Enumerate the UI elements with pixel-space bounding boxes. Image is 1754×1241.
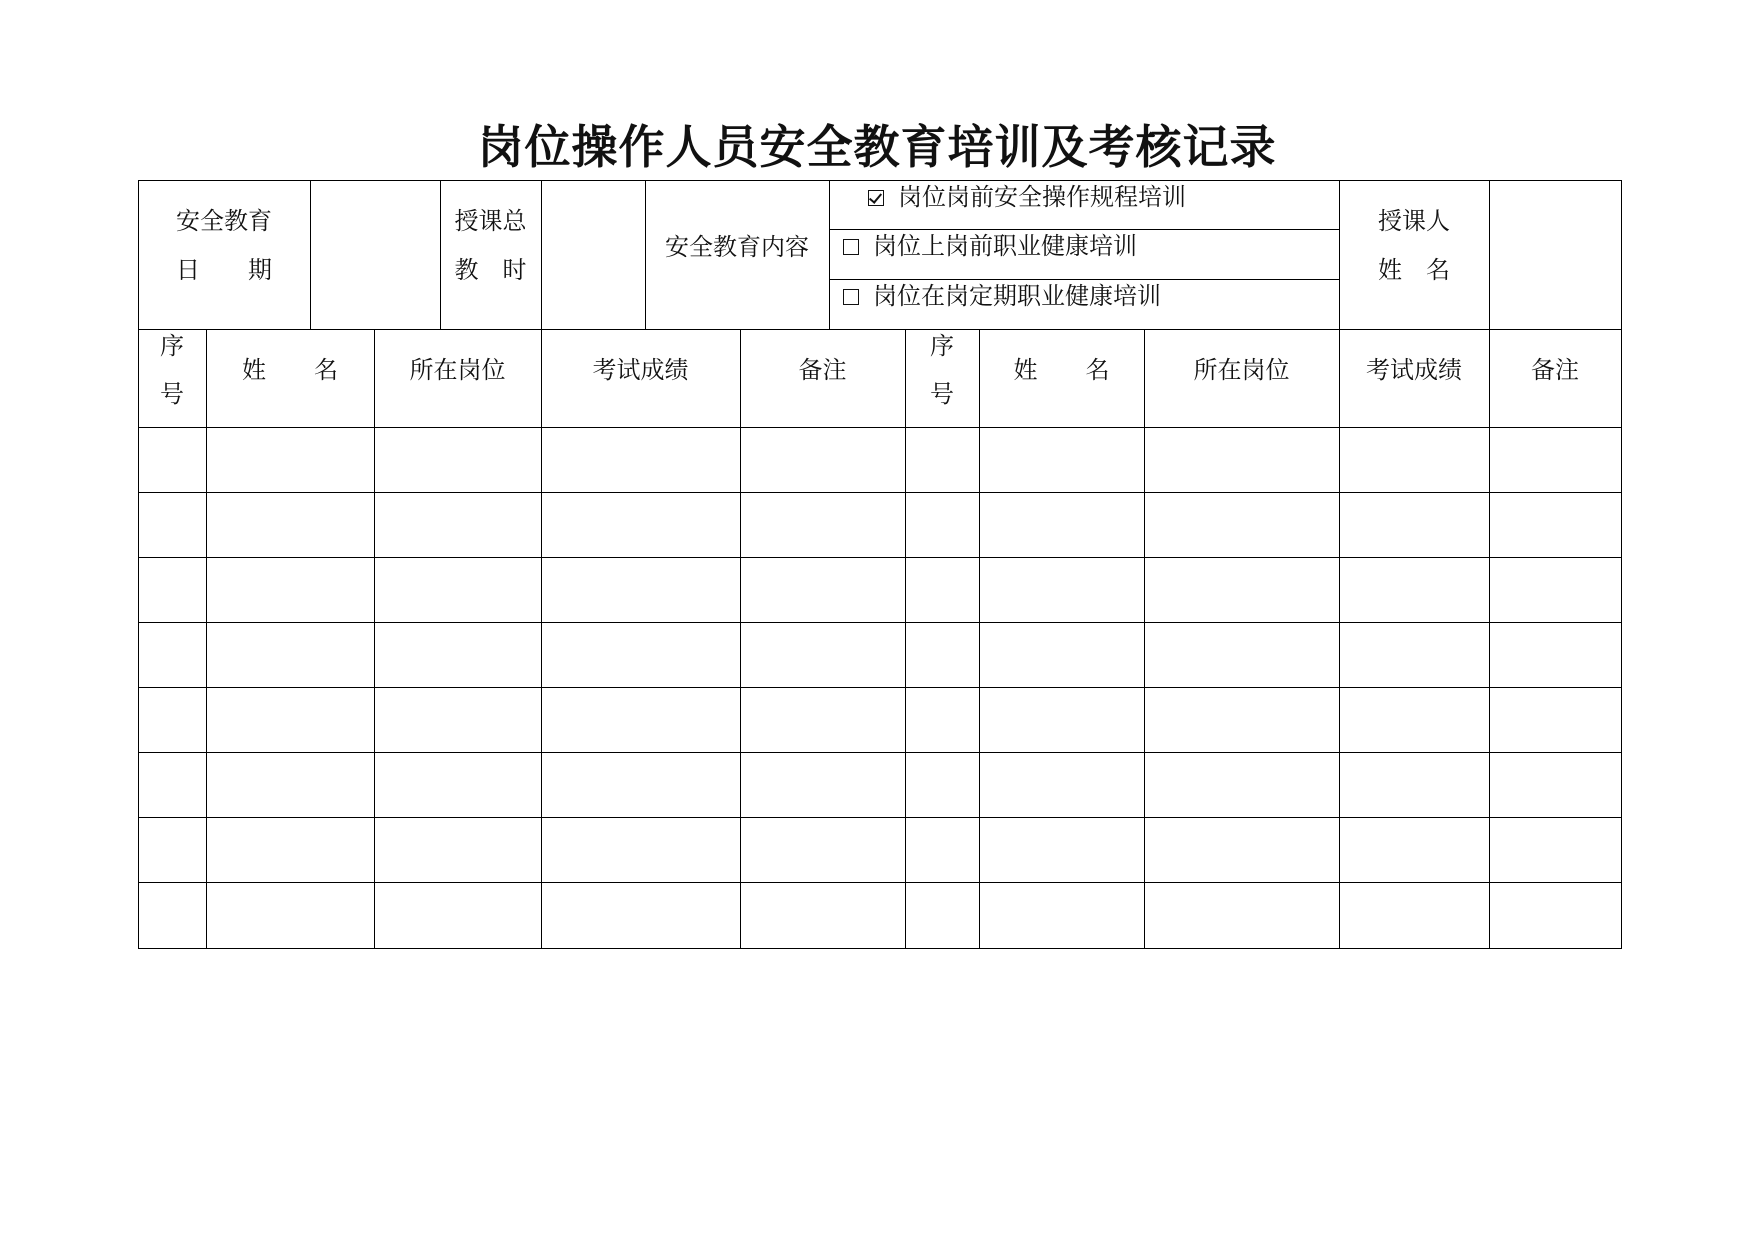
right-remark-cell[interactable]	[1490, 769, 1621, 799]
divider	[138, 557, 1622, 558]
total-hours-label	[440, 206, 541, 285]
total-hours-label-line2: 教 时	[454, 256, 527, 284]
col-name-right: 姓 名	[1013, 356, 1110, 384]
table-border-right	[1621, 180, 1622, 949]
edu-date-label-line1: 安全教育	[176, 207, 272, 235]
total-hours-value-cell[interactable]	[542, 181, 645, 329]
right-remark-cell[interactable]	[1490, 509, 1621, 539]
right-position-cell[interactable]	[1145, 704, 1339, 734]
divider	[138, 427, 1622, 428]
left-remark-cell[interactable]	[741, 574, 905, 604]
col-seq-line1: 序	[160, 332, 184, 360]
left-position-cell[interactable]	[375, 574, 541, 604]
right-position-cell[interactable]	[1145, 574, 1339, 604]
right-seq-cell[interactable]	[906, 899, 979, 929]
left-name-cell[interactable]	[207, 899, 374, 929]
right-score-cell[interactable]	[1340, 769, 1489, 799]
page-title: 岗位操作人员安全教育培训及考核记录	[477, 120, 1277, 174]
col-seq-line2: 号	[160, 380, 184, 408]
table-border-bottom	[138, 948, 1622, 949]
right-score-cell[interactable]	[1340, 834, 1489, 864]
left-score-cell[interactable]	[542, 574, 740, 604]
right-remark-cell[interactable]	[1490, 639, 1621, 669]
col-score-right: 考试成绩	[1366, 356, 1462, 384]
left-position-cell[interactable]	[375, 639, 541, 669]
left-remark-cell[interactable]	[741, 769, 905, 799]
left-remark-cell[interactable]	[741, 509, 905, 539]
right-name-cell[interactable]	[980, 704, 1144, 734]
left-position-cell[interactable]	[375, 899, 541, 929]
divider	[138, 687, 1622, 688]
col-position-left: 所在岗位	[409, 356, 506, 384]
right-score-cell[interactable]	[1340, 509, 1489, 539]
right-seq-cell[interactable]	[906, 769, 979, 799]
left-seq-cell[interactable]	[139, 769, 206, 799]
right-position-cell[interactable]	[1145, 834, 1339, 864]
checkbox[interactable]	[868, 190, 884, 206]
divider	[138, 622, 1622, 623]
left-seq-cell[interactable]	[139, 509, 206, 539]
right-seq-cell[interactable]	[906, 574, 979, 604]
divider	[829, 180, 830, 329]
right-score-cell[interactable]	[1340, 574, 1489, 604]
divider	[138, 817, 1622, 818]
left-name-cell[interactable]	[207, 704, 374, 734]
option-row-2[interactable]	[843, 231, 1137, 261]
right-score-cell[interactable]	[1340, 704, 1489, 734]
col-seq-line1: 序	[930, 332, 954, 360]
right-seq-cell[interactable]	[906, 834, 979, 864]
col-score-left: 考试成绩	[592, 356, 689, 384]
edu-date-label-line2: 日 期	[176, 256, 272, 284]
left-name-cell[interactable]	[207, 509, 374, 539]
teacher-label-line1: 授课人	[1378, 207, 1450, 235]
right-name-cell[interactable]	[980, 834, 1144, 864]
left-seq-cell[interactable]	[139, 899, 206, 929]
left-seq-cell[interactable]	[139, 834, 206, 864]
right-name-cell[interactable]	[980, 899, 1144, 929]
left-name-cell[interactable]	[207, 574, 374, 604]
left-remark-cell[interactable]	[741, 444, 905, 474]
option-row-1[interactable]	[868, 182, 1186, 212]
checkbox[interactable]	[843, 239, 859, 255]
right-remark-cell[interactable]	[1490, 899, 1621, 929]
left-position-cell[interactable]	[375, 769, 541, 799]
divider	[829, 279, 1339, 280]
content-label: 安全教育内容	[665, 233, 809, 261]
col-remark-left: 备注	[798, 356, 847, 384]
left-remark-cell[interactable]	[741, 899, 905, 929]
right-position-cell[interactable]	[1145, 899, 1339, 929]
left-score-cell[interactable]	[542, 704, 740, 734]
option-label: 岗位上岗前职业健康培训	[873, 232, 1137, 260]
col-name-left: 姓 名	[242, 356, 338, 384]
option-label: 岗位在岗定期职业健康培训	[873, 282, 1161, 310]
divider	[138, 882, 1622, 883]
col-seq-right	[905, 331, 979, 409]
edu-date-value-cell[interactable]	[311, 181, 440, 329]
left-seq-cell[interactable]	[139, 639, 206, 669]
left-score-cell[interactable]	[542, 444, 740, 474]
right-score-cell[interactable]	[1340, 899, 1489, 929]
col-position-right: 所在岗位	[1193, 356, 1290, 384]
left-remark-cell[interactable]	[741, 834, 905, 864]
right-position-cell[interactable]	[1145, 639, 1339, 669]
right-name-cell[interactable]	[980, 769, 1144, 799]
option-label: 岗位岗前安全操作规程培训	[898, 183, 1186, 211]
left-position-cell[interactable]	[375, 444, 541, 474]
divider	[138, 329, 1622, 330]
checkbox[interactable]	[843, 289, 859, 305]
right-seq-cell[interactable]	[906, 639, 979, 669]
option-row-3[interactable]	[843, 281, 1161, 311]
col-remark-right: 备注	[1531, 356, 1579, 384]
right-position-cell[interactable]	[1145, 444, 1339, 474]
left-position-cell[interactable]	[375, 834, 541, 864]
left-remark-cell[interactable]	[741, 639, 905, 669]
left-score-cell[interactable]	[542, 834, 740, 864]
divider	[138, 492, 1622, 493]
left-seq-cell[interactable]	[139, 704, 206, 734]
right-score-cell[interactable]	[1340, 639, 1489, 669]
divider	[138, 752, 1622, 753]
left-score-cell[interactable]	[542, 639, 740, 669]
left-score-cell[interactable]	[542, 509, 740, 539]
right-score-cell[interactable]	[1340, 444, 1489, 474]
left-seq-cell[interactable]	[139, 444, 206, 474]
right-seq-cell[interactable]	[906, 509, 979, 539]
right-name-cell[interactable]	[980, 574, 1144, 604]
col-seq-left	[138, 331, 206, 409]
edu-date-label	[138, 206, 310, 285]
divider	[829, 229, 1339, 230]
left-name-cell[interactable]	[207, 444, 374, 474]
col-seq-line2: 号	[930, 380, 954, 408]
right-position-cell[interactable]	[1145, 769, 1339, 799]
left-name-cell[interactable]	[207, 834, 374, 864]
right-name-cell[interactable]	[980, 639, 1144, 669]
right-remark-cell[interactable]	[1490, 704, 1621, 734]
left-score-cell[interactable]	[542, 899, 740, 929]
left-score-cell[interactable]	[542, 769, 740, 799]
right-remark-cell[interactable]	[1490, 834, 1621, 864]
right-remark-cell[interactable]	[1490, 444, 1621, 474]
right-seq-cell[interactable]	[906, 444, 979, 474]
left-position-cell[interactable]	[375, 509, 541, 539]
teacher-label-line2: 姓 名	[1378, 256, 1450, 284]
left-position-cell[interactable]	[375, 704, 541, 734]
right-position-cell[interactable]	[1145, 509, 1339, 539]
teacher-label	[1339, 206, 1489, 285]
left-name-cell[interactable]	[207, 769, 374, 799]
total-hours-label-line1: 授课总	[454, 207, 527, 235]
teacher-name-value-cell[interactable]	[1490, 181, 1621, 329]
right-name-cell[interactable]	[980, 509, 1144, 539]
right-seq-cell[interactable]	[906, 704, 979, 734]
right-name-cell[interactable]	[980, 444, 1144, 474]
left-remark-cell[interactable]	[741, 704, 905, 734]
left-seq-cell[interactable]	[139, 574, 206, 604]
left-name-cell[interactable]	[207, 639, 374, 669]
right-remark-cell[interactable]	[1490, 574, 1621, 604]
